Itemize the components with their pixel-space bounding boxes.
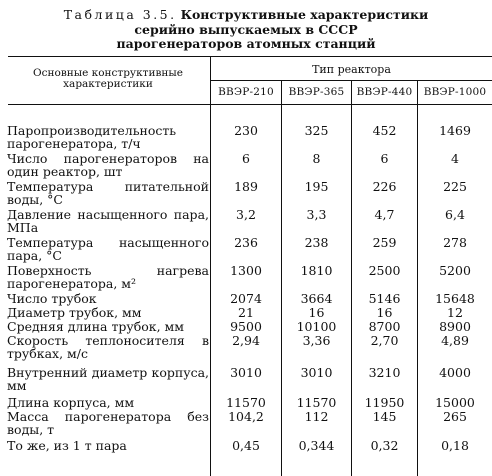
cell-vver-440: 11950 bbox=[364, 395, 405, 410]
cell-vver-365: 195 bbox=[304, 179, 329, 194]
row-label: То же, из 1 т пара bbox=[7, 438, 127, 453]
table-row bbox=[0, 320, 492, 333]
cell-vver-210: 189 bbox=[234, 179, 258, 194]
cell-vver-1000: 1469 bbox=[439, 123, 471, 138]
cell-vver-1000: 4 bbox=[451, 151, 459, 166]
column-header-vver-440: ВВЭР-440 bbox=[356, 86, 413, 98]
cell-vver-440: 2,70 bbox=[370, 333, 399, 348]
cell-vver-365: 10100 bbox=[296, 319, 337, 334]
table-row bbox=[0, 439, 492, 452]
row-label: Число трубок bbox=[7, 291, 97, 306]
table-row bbox=[0, 306, 492, 319]
caption-title-line-1: Конструктивные характеристики bbox=[180, 7, 429, 22]
cell-vver-210: 6 bbox=[242, 151, 250, 166]
table-row bbox=[0, 236, 492, 262]
row-label: Температура питательной воды, °С bbox=[7, 179, 209, 208]
cell-vver-1000: 8900 bbox=[439, 319, 471, 334]
row-label: Температура насыщенного пара, °С bbox=[7, 235, 209, 264]
header-bottom-rule bbox=[8, 104, 492, 105]
table-caption bbox=[0, 8, 492, 52]
cell-vver-1000: 0,18 bbox=[441, 438, 469, 453]
table-row bbox=[0, 366, 492, 392]
table-row bbox=[0, 208, 492, 234]
table-row bbox=[0, 292, 492, 305]
cell-vver-365: 238 bbox=[304, 235, 329, 250]
cell-vver-440: 6 bbox=[380, 151, 389, 166]
cell-vver-1000: 15648 bbox=[435, 291, 475, 306]
cell-vver-210: 9500 bbox=[230, 319, 262, 334]
cell-vver-1000: 225 bbox=[443, 179, 467, 194]
cell-vver-210: 104,2 bbox=[228, 409, 264, 424]
cell-vver-440: 0,32 bbox=[370, 438, 399, 453]
cell-vver-365: 3,3 bbox=[306, 207, 327, 222]
cell-vver-365: 325 bbox=[304, 123, 329, 138]
caption-lead: Таблица 3.5. bbox=[63, 7, 177, 22]
cell-vver-440: 2500 bbox=[368, 263, 401, 278]
row-label: Масса парогенератора без воды, т bbox=[7, 409, 209, 438]
cell-vver-365: 0,344 bbox=[298, 438, 335, 453]
caption-title-line-3: парогенераторов атомных станций bbox=[116, 36, 376, 51]
cell-vver-1000: 4,89 bbox=[441, 333, 469, 348]
table-row bbox=[0, 124, 492, 150]
row-label: Диаметр трубок, мм bbox=[7, 305, 142, 320]
cell-vver-365: 1810 bbox=[300, 263, 333, 278]
cell-vver-210: 2,94 bbox=[232, 333, 260, 348]
cell-vver-210: 3,2 bbox=[236, 207, 256, 222]
cell-vver-440: 145 bbox=[372, 409, 397, 424]
cell-vver-1000: 5200 bbox=[439, 263, 471, 278]
cell-vver-440: 8700 bbox=[368, 319, 401, 334]
cell-vver-210: 21 bbox=[238, 305, 254, 320]
table-row bbox=[0, 152, 492, 178]
table-row bbox=[0, 180, 492, 206]
cell-vver-1000: 15000 bbox=[435, 395, 475, 410]
table-row bbox=[0, 396, 492, 409]
cell-vver-440: 16 bbox=[376, 305, 393, 320]
table-body bbox=[0, 123, 492, 453]
row-label: Давление насыщенного пара, МПа bbox=[7, 207, 209, 236]
header-characteristics: Основные конструктивные характеристики bbox=[33, 67, 183, 90]
cell-vver-440: 5146 bbox=[368, 291, 401, 306]
column-header-vver-1000: ВВЭР-1000 bbox=[423, 86, 487, 98]
caption-title-line-2: серийно выпускаемых в СССР bbox=[134, 21, 358, 37]
cell-vver-210: 11570 bbox=[226, 395, 266, 410]
cell-vver-365: 112 bbox=[304, 409, 329, 424]
table-row bbox=[0, 410, 492, 436]
cell-vver-210: 230 bbox=[234, 123, 258, 138]
row-label: Паропроизводительность парогенератора, т/ч bbox=[7, 123, 177, 152]
cell-vver-440: 259 bbox=[372, 235, 397, 250]
row-label: Длина корпуса, мм bbox=[7, 395, 135, 410]
column-header-vver-365: ВВЭР-365 bbox=[288, 86, 345, 98]
table-row bbox=[0, 264, 492, 290]
cell-vver-210: 2074 bbox=[230, 291, 262, 306]
cell-vver-365: 3010 bbox=[300, 365, 333, 380]
cell-vver-440: 226 bbox=[372, 179, 397, 194]
cell-vver-1000: 6,4 bbox=[445, 207, 465, 222]
cell-vver-1000: 265 bbox=[443, 409, 467, 424]
row-label: Поверхность нагрева парогенератора, м² bbox=[7, 263, 209, 292]
cell-vver-365: 3,36 bbox=[302, 333, 331, 348]
cell-vver-210: 3010 bbox=[230, 365, 262, 380]
cell-vver-1000: 12 bbox=[447, 305, 463, 320]
cell-vver-365: 8 bbox=[312, 151, 321, 166]
header-reactor-type: Тип реактора bbox=[312, 63, 391, 76]
cell-vver-1000: 278 bbox=[443, 235, 467, 250]
table-row bbox=[0, 334, 492, 360]
cell-vver-210: 236 bbox=[234, 235, 258, 250]
cell-vver-210: 0,45 bbox=[232, 438, 260, 453]
row-label: Скорость теплоносителя в трубках, м/с bbox=[7, 333, 209, 362]
cell-vver-440: 4,7 bbox=[374, 207, 395, 222]
row-label: Внутренний диаметр корпуса, мм bbox=[7, 365, 209, 394]
cell-vver-210: 1300 bbox=[230, 263, 262, 278]
cell-vver-440: 3210 bbox=[368, 365, 401, 380]
cell-vver-365: 3664 bbox=[300, 291, 333, 306]
cell-vver-1000: 4000 bbox=[439, 365, 471, 380]
row-label: Средняя длина трубок, мм bbox=[7, 319, 184, 334]
column-header-vver-210: ВВЭР-210 bbox=[218, 86, 274, 98]
table-top-rule bbox=[8, 56, 492, 57]
row-label: Число парогенераторов на один реактор, шт bbox=[7, 151, 209, 180]
cell-vver-365: 11570 bbox=[296, 395, 337, 410]
cell-vver-365: 16 bbox=[308, 305, 325, 320]
cell-vver-440: 452 bbox=[372, 123, 397, 138]
